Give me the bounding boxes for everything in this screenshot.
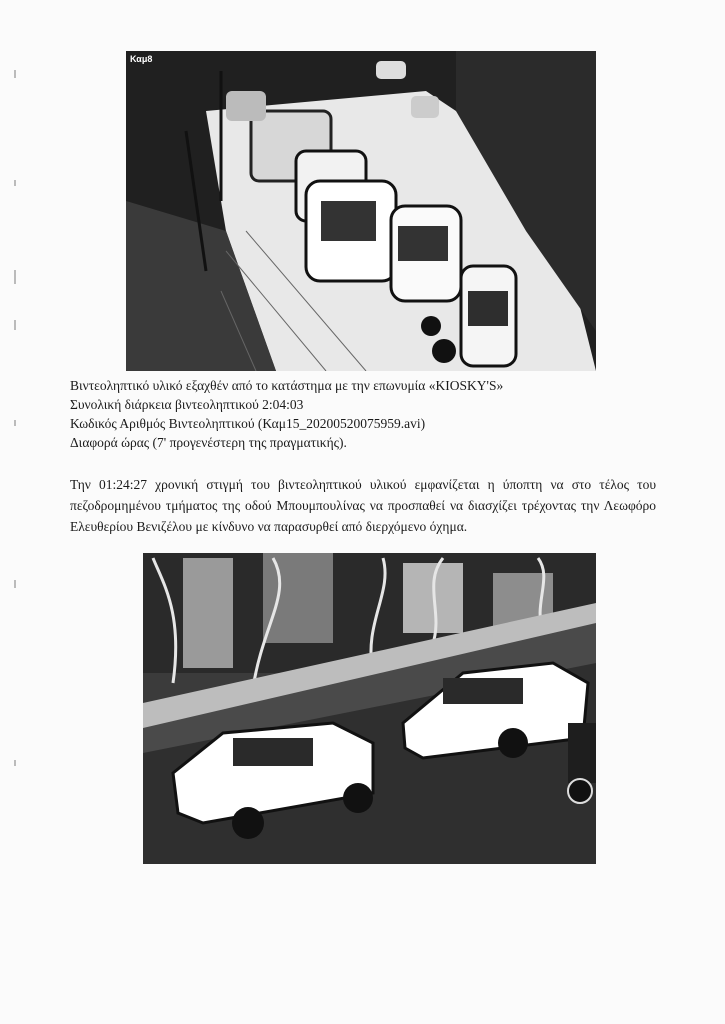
cctv-image-1 [126, 51, 596, 371]
caption-time-offset-line: Διαφορά ώρας (7' προγενέστερη της πραγματικής). [70, 435, 347, 450]
description-paragraph: Την 01:24:27 χρονική στιγμή του βιντεοληπτικού υλικού εμφανίζεται η ύποπτη να στο τέλος του πεζοδρομημένου τμήματος της οδού Μπουμπουλίνας να προσπαθεί να διασχίζει τρέχοντας την Λεωφόρο Ελευθερίου Βενιζέλου με κίνδυνο να παρασυρθεί από διερχόμενο όχημα. [70, 477, 656, 534]
camera-label: Καμ8 [130, 54, 153, 64]
photo-caption [70, 376, 670, 452]
scan-edge-marks [14, 60, 22, 960]
caption-video-code-line: Κωδικός Αριθμός Βιντεοληπτικού (Καμ15_20200520075959.avi) [70, 416, 426, 431]
caption-duration-line: Συνολική διάρκεια βιντεοληπτικού 2:04:03 [70, 397, 304, 412]
cctv-photo-avenue-moving-cars [143, 553, 596, 864]
cctv-image-2 [143, 553, 596, 864]
caption-source-line: Βιντεοληπτικό υλικό εξαχθέν από το κατάστημα με την επωνυμία «KIOSKY'S» [70, 378, 504, 393]
cctv-photo-street-parked-cars [126, 51, 596, 371]
